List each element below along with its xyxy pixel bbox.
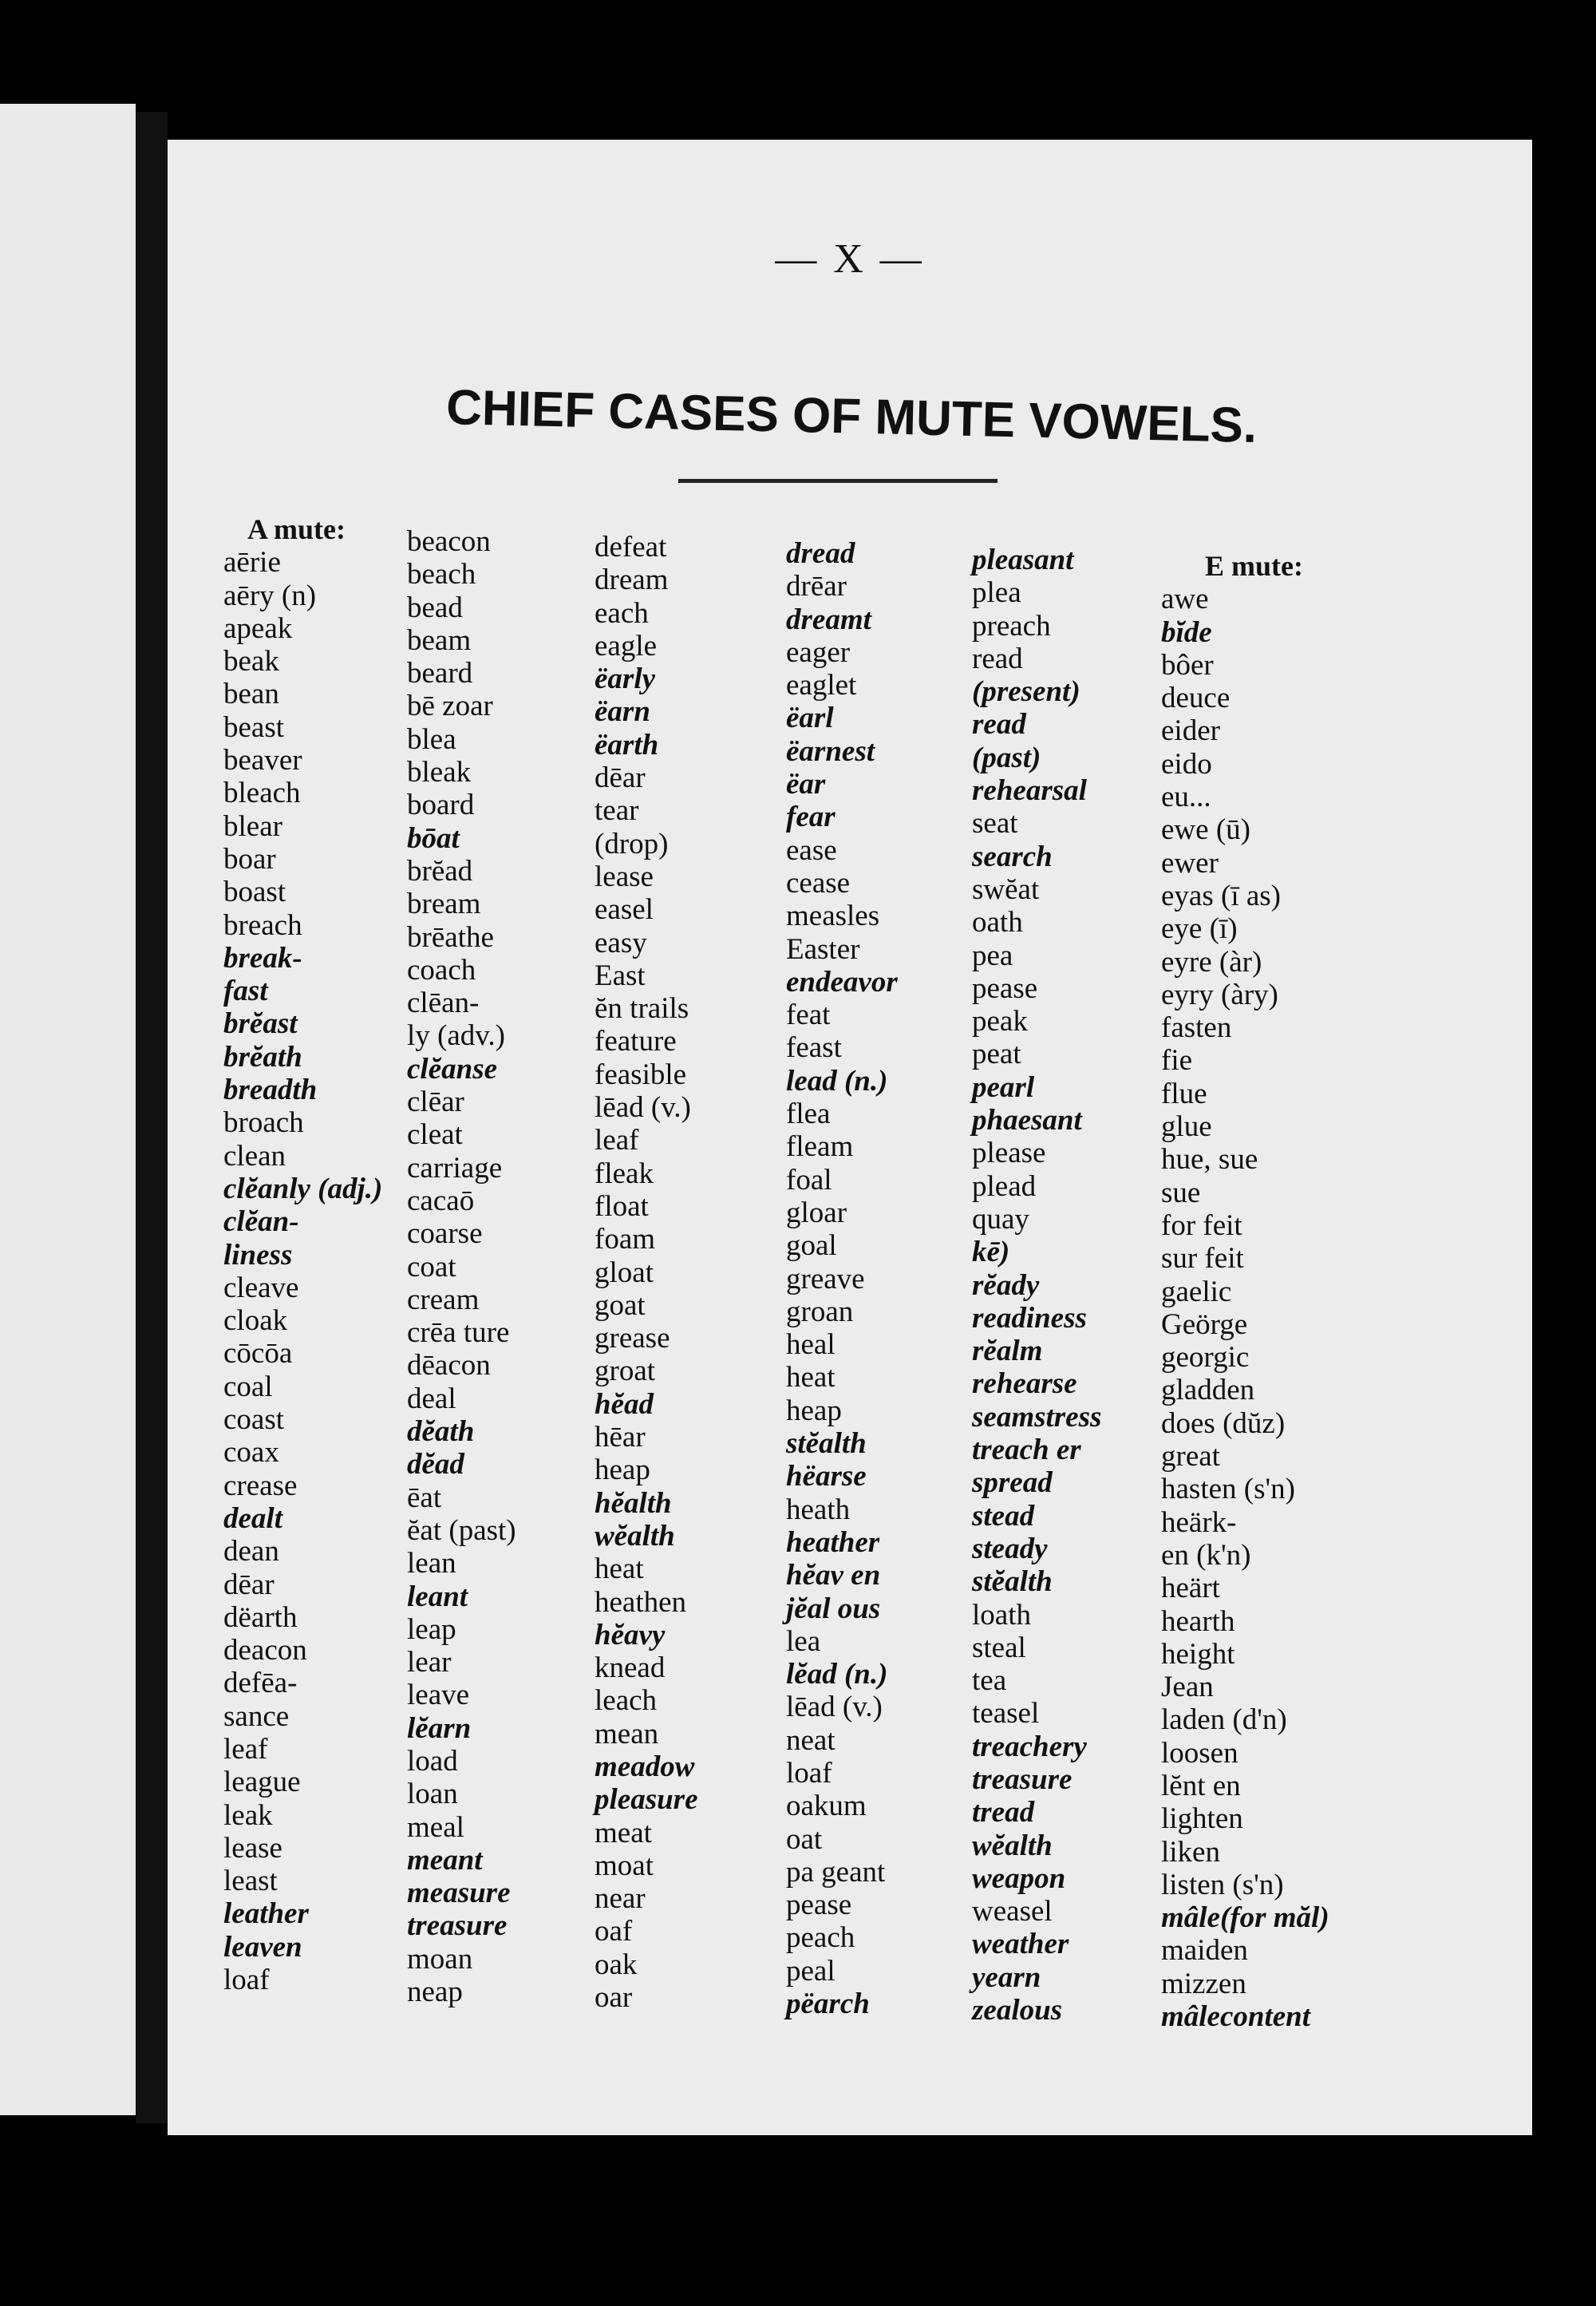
word-entry: leaf	[595, 1124, 639, 1157]
page-number: — X —	[775, 236, 925, 282]
word-entry: bōat	[407, 821, 460, 855]
word-entry: glue	[1161, 1110, 1212, 1144]
word-entry: lighten	[1161, 1802, 1243, 1836]
word-entry: dean	[223, 1535, 279, 1568]
word-entry: cease	[786, 866, 851, 900]
word-entry: pleasure	[595, 1783, 698, 1817]
word-entry: peak	[972, 1005, 1028, 1038]
word-entry: coal	[223, 1370, 273, 1403]
word-entry: knead	[595, 1651, 666, 1685]
word-entry: peat	[972, 1038, 1021, 1071]
word-entry: carriage	[407, 1151, 503, 1185]
word-entry: measure	[407, 1877, 511, 1910]
word-entry: listen (s'n)	[1161, 1868, 1284, 1901]
word-entry: lĕarn	[407, 1711, 472, 1745]
title-rule	[678, 479, 998, 483]
word-entry: mâlecontent	[1161, 2000, 1311, 2034]
word-column-3	[595, 531, 802, 2014]
word-entry: ewe (ū)	[1161, 813, 1250, 847]
word-entry: weasel	[972, 1895, 1053, 1928]
word-entry: goal	[786, 1229, 837, 1263]
word-entry: bĭde	[1161, 615, 1212, 649]
word-entry: ēat	[407, 1481, 442, 1514]
word-entry: heat	[595, 1552, 644, 1586]
word-entry: heap	[786, 1394, 842, 1427]
word-entry: heathen	[595, 1585, 687, 1619]
word-entry: gladden	[1161, 1374, 1255, 1407]
word-entry: rehearse	[972, 1367, 1077, 1401]
word-entry: zealous	[972, 1994, 1063, 2027]
word-entry: liness	[223, 1238, 293, 1272]
word-entry: lēad (v.)	[595, 1091, 691, 1125]
book-spine	[136, 112, 168, 2123]
word-entry: cloak	[223, 1304, 288, 1338]
word-entry: quay	[972, 1202, 1029, 1236]
word-entry: hĕavy	[595, 1618, 666, 1651]
word-entry: loan	[407, 1778, 458, 1811]
word-entry: crease	[223, 1469, 298, 1502]
word-entry: cacaō	[407, 1184, 475, 1217]
word-entry: goat	[595, 1288, 646, 1322]
word-entry: hue, sue	[1161, 1143, 1258, 1177]
word-entry: float	[595, 1189, 649, 1223]
word-entry: pease	[972, 971, 1038, 1005]
word-entry: seamstress	[972, 1400, 1102, 1434]
word-entry: brĕast	[223, 1007, 298, 1041]
word-entry: tear	[595, 794, 639, 828]
word-entry: bleak	[407, 756, 472, 789]
word-entry: boast	[223, 876, 286, 909]
word-entry: breadth	[223, 1074, 318, 1107]
word-entry: ease	[786, 833, 837, 867]
word-entry: yearn	[972, 1960, 1041, 1994]
word-entry: dread	[786, 537, 855, 570]
word-entry: (drop)	[595, 827, 669, 860]
word-entry: maiden	[1161, 1934, 1248, 1968]
word-column-1	[223, 513, 431, 1996]
word-entry: leaven	[223, 1930, 302, 1964]
word-entry: measles	[786, 900, 880, 933]
word-entry: coach	[407, 953, 476, 987]
word-entry: georgic	[1161, 1341, 1250, 1375]
word-entry: ëarl	[786, 702, 834, 735]
word-entry: heap	[595, 1454, 650, 1487]
word-entry: neat	[786, 1723, 836, 1757]
word-entry: mizzen	[1161, 1967, 1246, 2000]
word-column-2	[407, 525, 614, 2008]
word-entry: deacon	[223, 1634, 307, 1667]
word-entry: sur feit	[1161, 1242, 1244, 1276]
word-entry: fasten	[1161, 1011, 1232, 1045]
word-entry: ly (adv.)	[407, 1019, 505, 1053]
word-entry: great	[1161, 1440, 1220, 1473]
word-entry: cleat	[407, 1118, 463, 1152]
word-entry: leant	[407, 1580, 468, 1613]
word-entry: steady	[972, 1532, 1048, 1565]
word-entry: heat	[786, 1361, 836, 1394]
book-page	[168, 140, 1532, 2135]
word-entry: eido	[1161, 747, 1212, 781]
previous-page-edge	[0, 104, 136, 2115]
word-entry: leach	[595, 1684, 658, 1718]
word-entry: hĕalth	[595, 1486, 672, 1520]
word-entry: fie	[1161, 1044, 1193, 1078]
word-entry: bream	[407, 888, 481, 921]
word-entry: near	[595, 1882, 646, 1916]
word-entry: gloar	[786, 1196, 847, 1229]
word-entry: neap	[407, 1976, 463, 2009]
word-entry: treachery	[972, 1730, 1087, 1763]
word-entry: oakum	[786, 1790, 867, 1823]
word-entry: pearl	[972, 1070, 1035, 1104]
word-entry: clĕanly (adj.)	[223, 1172, 383, 1205]
word-entry: ĕn trails	[595, 992, 689, 1026]
word-entry: pëarch	[786, 1988, 870, 2021]
word-entry: weather	[972, 1928, 1069, 1961]
word-entry: grease	[595, 1322, 670, 1355]
word-entry: bleach	[223, 777, 301, 810]
word-entry: dealt	[223, 1501, 282, 1535]
word-entry: does (dŭz)	[1161, 1406, 1286, 1440]
word-entry: treasure	[407, 1909, 508, 1943]
word-entry: sance	[223, 1699, 290, 1733]
word-entry: defēa-	[223, 1667, 298, 1700]
word-entry: liken	[1161, 1835, 1220, 1869]
word-entry: dream	[595, 564, 669, 597]
word-entry: beaver	[223, 744, 302, 777]
word-entry: heärk-	[1161, 1505, 1237, 1539]
word-entry: (present)	[972, 675, 1080, 709]
word-entry: search	[972, 840, 1053, 873]
word-entry: dēar	[595, 761, 646, 795]
word-entry: lĕnt en	[1161, 1769, 1241, 1802]
word-entry: clēan-	[407, 987, 480, 1020]
word-entry: lear	[407, 1646, 452, 1679]
word-entry: spread	[972, 1466, 1053, 1500]
word-entry: flea	[786, 1098, 831, 1131]
word-entry: easel	[595, 893, 654, 927]
word-entry: sue	[1161, 1176, 1201, 1209]
word-entry: leaf	[223, 1732, 268, 1766]
word-entry: bôer	[1161, 648, 1214, 682]
word-entry: peach	[786, 1921, 855, 1955]
word-entry: please	[972, 1137, 1046, 1170]
word-entry: greave	[786, 1262, 865, 1295]
word-entry: lease	[223, 1831, 282, 1865]
word-entry: Jean	[1161, 1671, 1214, 1704]
word-entry: coat	[407, 1250, 456, 1284]
word-entry: eyre (àr)	[1161, 945, 1262, 979]
word-column-4	[786, 537, 994, 2020]
word-entry: Easter	[786, 932, 860, 966]
word-column-6	[1161, 550, 1369, 2033]
word-entry: dëarth	[223, 1600, 298, 1634]
word-entry: eider	[1161, 714, 1220, 748]
word-entry: hëarse	[786, 1460, 867, 1493]
word-entry: loosen	[1161, 1736, 1238, 1770]
word-entry: treasure	[972, 1762, 1073, 1796]
word-entry: boar	[223, 842, 276, 876]
word-entry: for feit	[1161, 1208, 1242, 1242]
word-entry: stĕalth	[972, 1565, 1053, 1599]
word-entry: dēar	[223, 1568, 275, 1601]
word-entry: beast	[223, 710, 285, 744]
word-entry: apeak	[223, 611, 293, 645]
word-entry: lea	[786, 1624, 821, 1658]
word-entry: height	[1161, 1637, 1235, 1671]
word-entry: mâle(for măl)	[1161, 1901, 1329, 1935]
word-entry: feast	[786, 1031, 842, 1065]
word-entry: oat	[786, 1822, 823, 1856]
word-entry: heärt	[1161, 1572, 1220, 1605]
word-entry: hēar	[595, 1421, 646, 1454]
word-entry: oar	[595, 1981, 633, 2015]
word-entry: brēathe	[407, 920, 494, 954]
word-entry: meadow	[595, 1750, 695, 1783]
word-entry: rĕady	[972, 1268, 1040, 1302]
word-entry: easy	[595, 926, 647, 959]
word-entry: oaf	[595, 1915, 633, 1948]
word-entry: coarse	[407, 1217, 483, 1251]
word-entry: oak	[595, 1948, 638, 1981]
word-entry: Geörge	[1161, 1307, 1248, 1341]
word-entry: hearth	[1161, 1604, 1235, 1638]
word-column-5	[972, 544, 1179, 2027]
word-entry: cleave	[223, 1271, 299, 1304]
word-entry: meat	[595, 1816, 652, 1849]
word-entry: tea	[972, 1664, 1007, 1698]
word-entry: en (k'n)	[1161, 1538, 1251, 1572]
word-entry: blea	[407, 722, 456, 756]
word-entry: leap	[407, 1612, 456, 1646]
word-entry: hĕad	[595, 1387, 654, 1421]
word-entry: treach er	[972, 1434, 1081, 1467]
word-entry: readiness	[972, 1301, 1087, 1335]
word-entry: board	[407, 789, 475, 822]
word-entry: clĕanse	[407, 1052, 498, 1086]
word-entry: cōcōa	[223, 1337, 293, 1371]
word-entry: bead	[407, 591, 463, 624]
word-entry: ëar	[786, 768, 826, 801]
word-entry: deuce	[1161, 682, 1231, 715]
word-entry: jĕal ous	[786, 1592, 881, 1625]
word-entry: beam	[407, 623, 472, 657]
word-entry: read	[972, 708, 1026, 742]
word-entry: eye (ī)	[1161, 912, 1238, 946]
word-entry: aēry (n)	[223, 579, 317, 612]
word-entry: heal	[786, 1328, 836, 1362]
word-entry: eyry (àry)	[1161, 978, 1278, 1011]
word-entry: tread	[972, 1796, 1035, 1829]
word-entry: lēad (v.)	[786, 1691, 883, 1724]
word-entry: peal	[786, 1954, 836, 1988]
word-entry: wĕalth	[972, 1829, 1053, 1862]
word-entry: least	[223, 1865, 278, 1898]
word-entry: lĕad (n.)	[786, 1658, 888, 1691]
word-entry: brĕath	[223, 1040, 302, 1074]
word-entry: ewer	[1161, 846, 1219, 880]
word-entry: beak	[223, 645, 279, 678]
column-heading: A mute:	[247, 513, 346, 545]
word-entry: foal	[786, 1163, 832, 1197]
word-entry: eaglet	[786, 669, 857, 702]
word-entry: meant	[407, 1843, 483, 1877]
word-entry: breach	[223, 908, 302, 942]
word-entry: blear	[223, 809, 282, 843]
word-entry: seat	[972, 807, 1018, 841]
word-entry: rĕalm	[972, 1335, 1043, 1368]
word-entry: lead (n.)	[786, 1064, 888, 1098]
word-entry: clēar	[407, 1086, 464, 1119]
word-entry: eagle	[595, 629, 658, 663]
word-entry: read	[972, 642, 1023, 675]
word-entry: eu...	[1161, 781, 1211, 814]
word-entry: beard	[407, 657, 473, 690]
word-entry: mean	[595, 1717, 659, 1750]
word-entry: load	[407, 1744, 458, 1778]
word-entry: awe	[1161, 583, 1209, 616]
word-entry: hĕav en	[786, 1559, 881, 1592]
word-entry: moat	[595, 1849, 654, 1882]
column-heading: E mute:	[1205, 550, 1303, 582]
word-entry: leather	[223, 1897, 309, 1931]
word-entry: dēacon	[407, 1349, 491, 1382]
word-entry: break-	[223, 941, 302, 975]
word-entry: dreamt	[786, 603, 871, 636]
word-entry: fleam	[786, 1130, 854, 1164]
word-entry: pease	[786, 1889, 852, 1922]
word-entry: feature	[595, 1025, 677, 1058]
word-entry: swĕat	[972, 872, 1040, 906]
word-entry: clean	[223, 1139, 286, 1173]
word-entry: aērie	[223, 546, 281, 579]
word-entry: pea	[972, 939, 1013, 972]
word-entry: lean	[407, 1547, 456, 1580]
word-entry: clĕan-	[223, 1205, 299, 1239]
word-entry: fleak	[595, 1157, 654, 1190]
word-entry: ëarly	[595, 663, 656, 696]
word-entry: brĕad	[407, 854, 473, 888]
word-entry: (past)	[972, 741, 1041, 774]
word-entry: heath	[786, 1493, 851, 1526]
word-entry: hasten (s'n)	[1161, 1473, 1295, 1506]
word-entry: wĕalth	[595, 1519, 675, 1552]
word-entry: beach	[407, 558, 476, 591]
word-entry: ëarnest	[786, 734, 875, 768]
word-entry: preach	[972, 609, 1051, 643]
word-entry: eager	[786, 635, 851, 669]
word-entry: oath	[972, 906, 1023, 939]
word-entry: feat	[786, 999, 831, 1032]
word-entry: each	[595, 596, 649, 630]
word-entry: drēar	[786, 570, 847, 603]
word-entry: cream	[407, 1283, 480, 1316]
word-entry: ëarth	[595, 728, 659, 761]
word-entry: plead	[972, 1169, 1037, 1203]
page-title: CHIEF CASES OF MUTE VOWELS.	[445, 379, 1258, 454]
word-entry: bē zoar	[407, 690, 493, 723]
word-entry: pa geant	[786, 1855, 886, 1889]
word-entry: loath	[972, 1598, 1031, 1632]
word-entry: eyas (ī as)	[1161, 879, 1281, 912]
word-entry: broach	[223, 1106, 304, 1140]
word-entry: defeat	[595, 531, 667, 564]
word-entry: deal	[407, 1382, 456, 1415]
word-entry: coast	[223, 1403, 285, 1437]
word-entry: stead	[972, 1499, 1035, 1533]
word-entry: feasible	[595, 1058, 687, 1091]
word-entry: gaelic	[1161, 1275, 1232, 1308]
word-entry: bean	[223, 678, 279, 711]
word-entry: endeavor	[786, 965, 898, 999]
word-entry: steal	[972, 1631, 1026, 1664]
word-entry: stĕalth	[786, 1427, 867, 1461]
word-entry: loaf	[786, 1756, 832, 1790]
word-entry: East	[595, 959, 646, 992]
word-entry: meal	[407, 1810, 464, 1844]
word-entry: kē)	[972, 1236, 1010, 1269]
word-entry: fast	[223, 975, 268, 1008]
word-entry: phaesant	[972, 1104, 1082, 1137]
word-entry: flue	[1161, 1077, 1207, 1110]
word-entry: plea	[972, 576, 1021, 610]
word-entry: ĕat (past)	[407, 1513, 516, 1547]
word-entry: dĕath	[407, 1415, 475, 1449]
word-entry: leak	[223, 1798, 273, 1832]
word-entry: foam	[595, 1223, 656, 1256]
word-entry: laden (d'n)	[1161, 1703, 1287, 1737]
word-entry: loaf	[223, 1964, 270, 1997]
word-entry: league	[223, 1766, 301, 1799]
word-entry: lease	[595, 860, 654, 893]
word-entry: ëarn	[595, 695, 650, 729]
word-entry: teasel	[972, 1697, 1040, 1730]
word-entry: beacon	[407, 525, 491, 558]
word-entry: fear	[786, 801, 836, 834]
word-entry: coax	[223, 1436, 279, 1469]
word-entry: heather	[786, 1525, 880, 1559]
word-entry: crēa ture	[407, 1316, 510, 1350]
word-entry: moan	[407, 1942, 473, 1976]
word-entry: gloat	[595, 1256, 654, 1289]
word-entry: pleasant	[972, 544, 1074, 576]
word-entry: weapon	[972, 1861, 1066, 1895]
word-entry: rehearsal	[972, 774, 1087, 808]
word-entry: dĕad	[407, 1448, 464, 1481]
word-entry: groan	[786, 1295, 854, 1328]
word-entry: groat	[595, 1355, 656, 1388]
word-entry: leave	[407, 1679, 470, 1712]
